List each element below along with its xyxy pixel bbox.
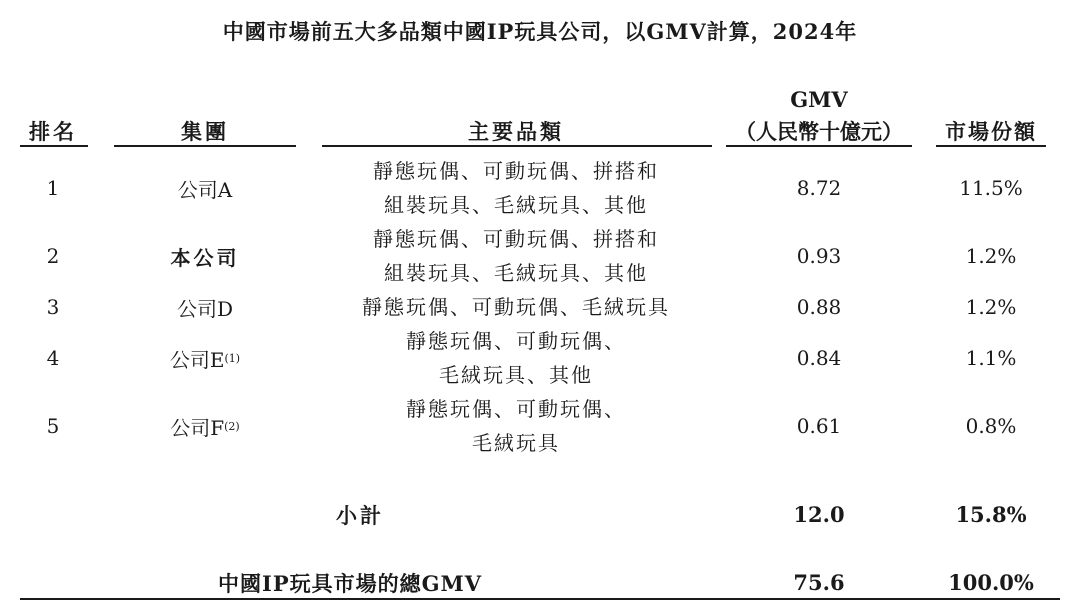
category-cell — [322, 324, 710, 392]
category-line: 靜態玩偶、可動玩偶、 — [406, 329, 626, 353]
subtotal-gmv: 12.0 — [793, 501, 845, 527]
category-cell — [322, 290, 710, 324]
category-cell — [322, 392, 710, 460]
category-line: 靜態玩偶、可動玩偶、 — [406, 397, 626, 421]
share-cell: 1.2% — [965, 295, 1017, 319]
rank-cell: 4 — [46, 346, 60, 370]
category-line: 毛絨玩具、其他 — [439, 363, 593, 387]
group-cell — [116, 392, 294, 460]
gmv-cell: 0.93 — [796, 244, 842, 268]
total-label: 中國IP玩具市場的總GMV — [218, 571, 483, 596]
rank-cell: 1 — [46, 176, 60, 200]
header-rule-gmv — [726, 145, 912, 147]
header-rule-group — [114, 145, 296, 147]
table-row — [0, 222, 1080, 290]
rank-cell: 3 — [46, 295, 60, 319]
category-line: 靜態玩偶、可動玩偶、毛絨玩具 — [362, 295, 670, 319]
bottom-rule — [20, 598, 1060, 600]
gmv-cell: 0.61 — [796, 414, 842, 438]
group-name: 公司F — [170, 415, 225, 440]
subtotal-share: 15.8% — [955, 501, 1027, 527]
group-name: 本公司 — [170, 245, 240, 270]
total-share: 100.0% — [948, 569, 1034, 595]
table-row — [0, 324, 1080, 392]
table-title: 中國市場前五大多品類中國IP玩具公司，以GMV計算，2024年 — [222, 19, 858, 44]
gmv-cell: 0.88 — [796, 295, 842, 319]
header-rule-rank — [20, 145, 88, 147]
share-cell: 0.8% — [965, 414, 1017, 438]
group-name: 公司D — [176, 296, 234, 321]
group-cell — [116, 154, 294, 222]
table-row — [0, 392, 1080, 460]
gmv-cell: 8.72 — [796, 176, 842, 200]
group-cell — [116, 222, 294, 290]
category-cell — [322, 154, 710, 222]
share-cell: 11.5% — [959, 176, 1023, 200]
header-rule-share — [936, 145, 1046, 147]
category-line: 組裝玩具、毛絨玩具、其他 — [384, 261, 648, 285]
table-row — [0, 290, 1080, 324]
header-rule-category — [322, 145, 712, 147]
group-cell — [116, 290, 294, 324]
category-cell — [322, 222, 710, 290]
total-row — [0, 564, 1080, 600]
category-line: 毛絨玩具 — [472, 431, 560, 455]
group-name: 公司A — [177, 177, 233, 202]
table-row — [0, 154, 1080, 222]
subtotal-label: 小計 — [336, 503, 384, 528]
header-gmv-line1: GMV — [790, 87, 848, 112]
rank-cell: 5 — [46, 414, 60, 438]
header-gmv — [726, 84, 912, 148]
category-line: 組裝玩具、毛絨玩具、其他 — [384, 193, 648, 217]
header-group: 集團 — [181, 119, 229, 144]
footnote-marker: (1) — [224, 351, 241, 365]
header-gmv-line2: （人民幣十億元） — [735, 119, 903, 144]
subtotal-row — [0, 496, 1080, 532]
category-line: 靜態玩偶、可動玩偶、拼搭和 — [373, 227, 659, 251]
header-rank: 排名 — [29, 119, 77, 144]
gmv-cell: 0.84 — [796, 346, 842, 370]
category-line: 靜態玩偶、可動玩偶、拼搭和 — [373, 159, 659, 183]
header-category: 主要品類 — [468, 119, 564, 144]
total-gmv: 75.6 — [793, 569, 845, 595]
share-cell: 1.2% — [965, 244, 1017, 268]
share-cell: 1.1% — [965, 346, 1017, 370]
group-name: 公司E — [169, 347, 225, 372]
group-cell — [116, 324, 294, 392]
header-share: 市場份額 — [945, 119, 1037, 144]
footnote-marker: (2) — [224, 419, 240, 433]
rank-cell: 2 — [46, 244, 60, 268]
